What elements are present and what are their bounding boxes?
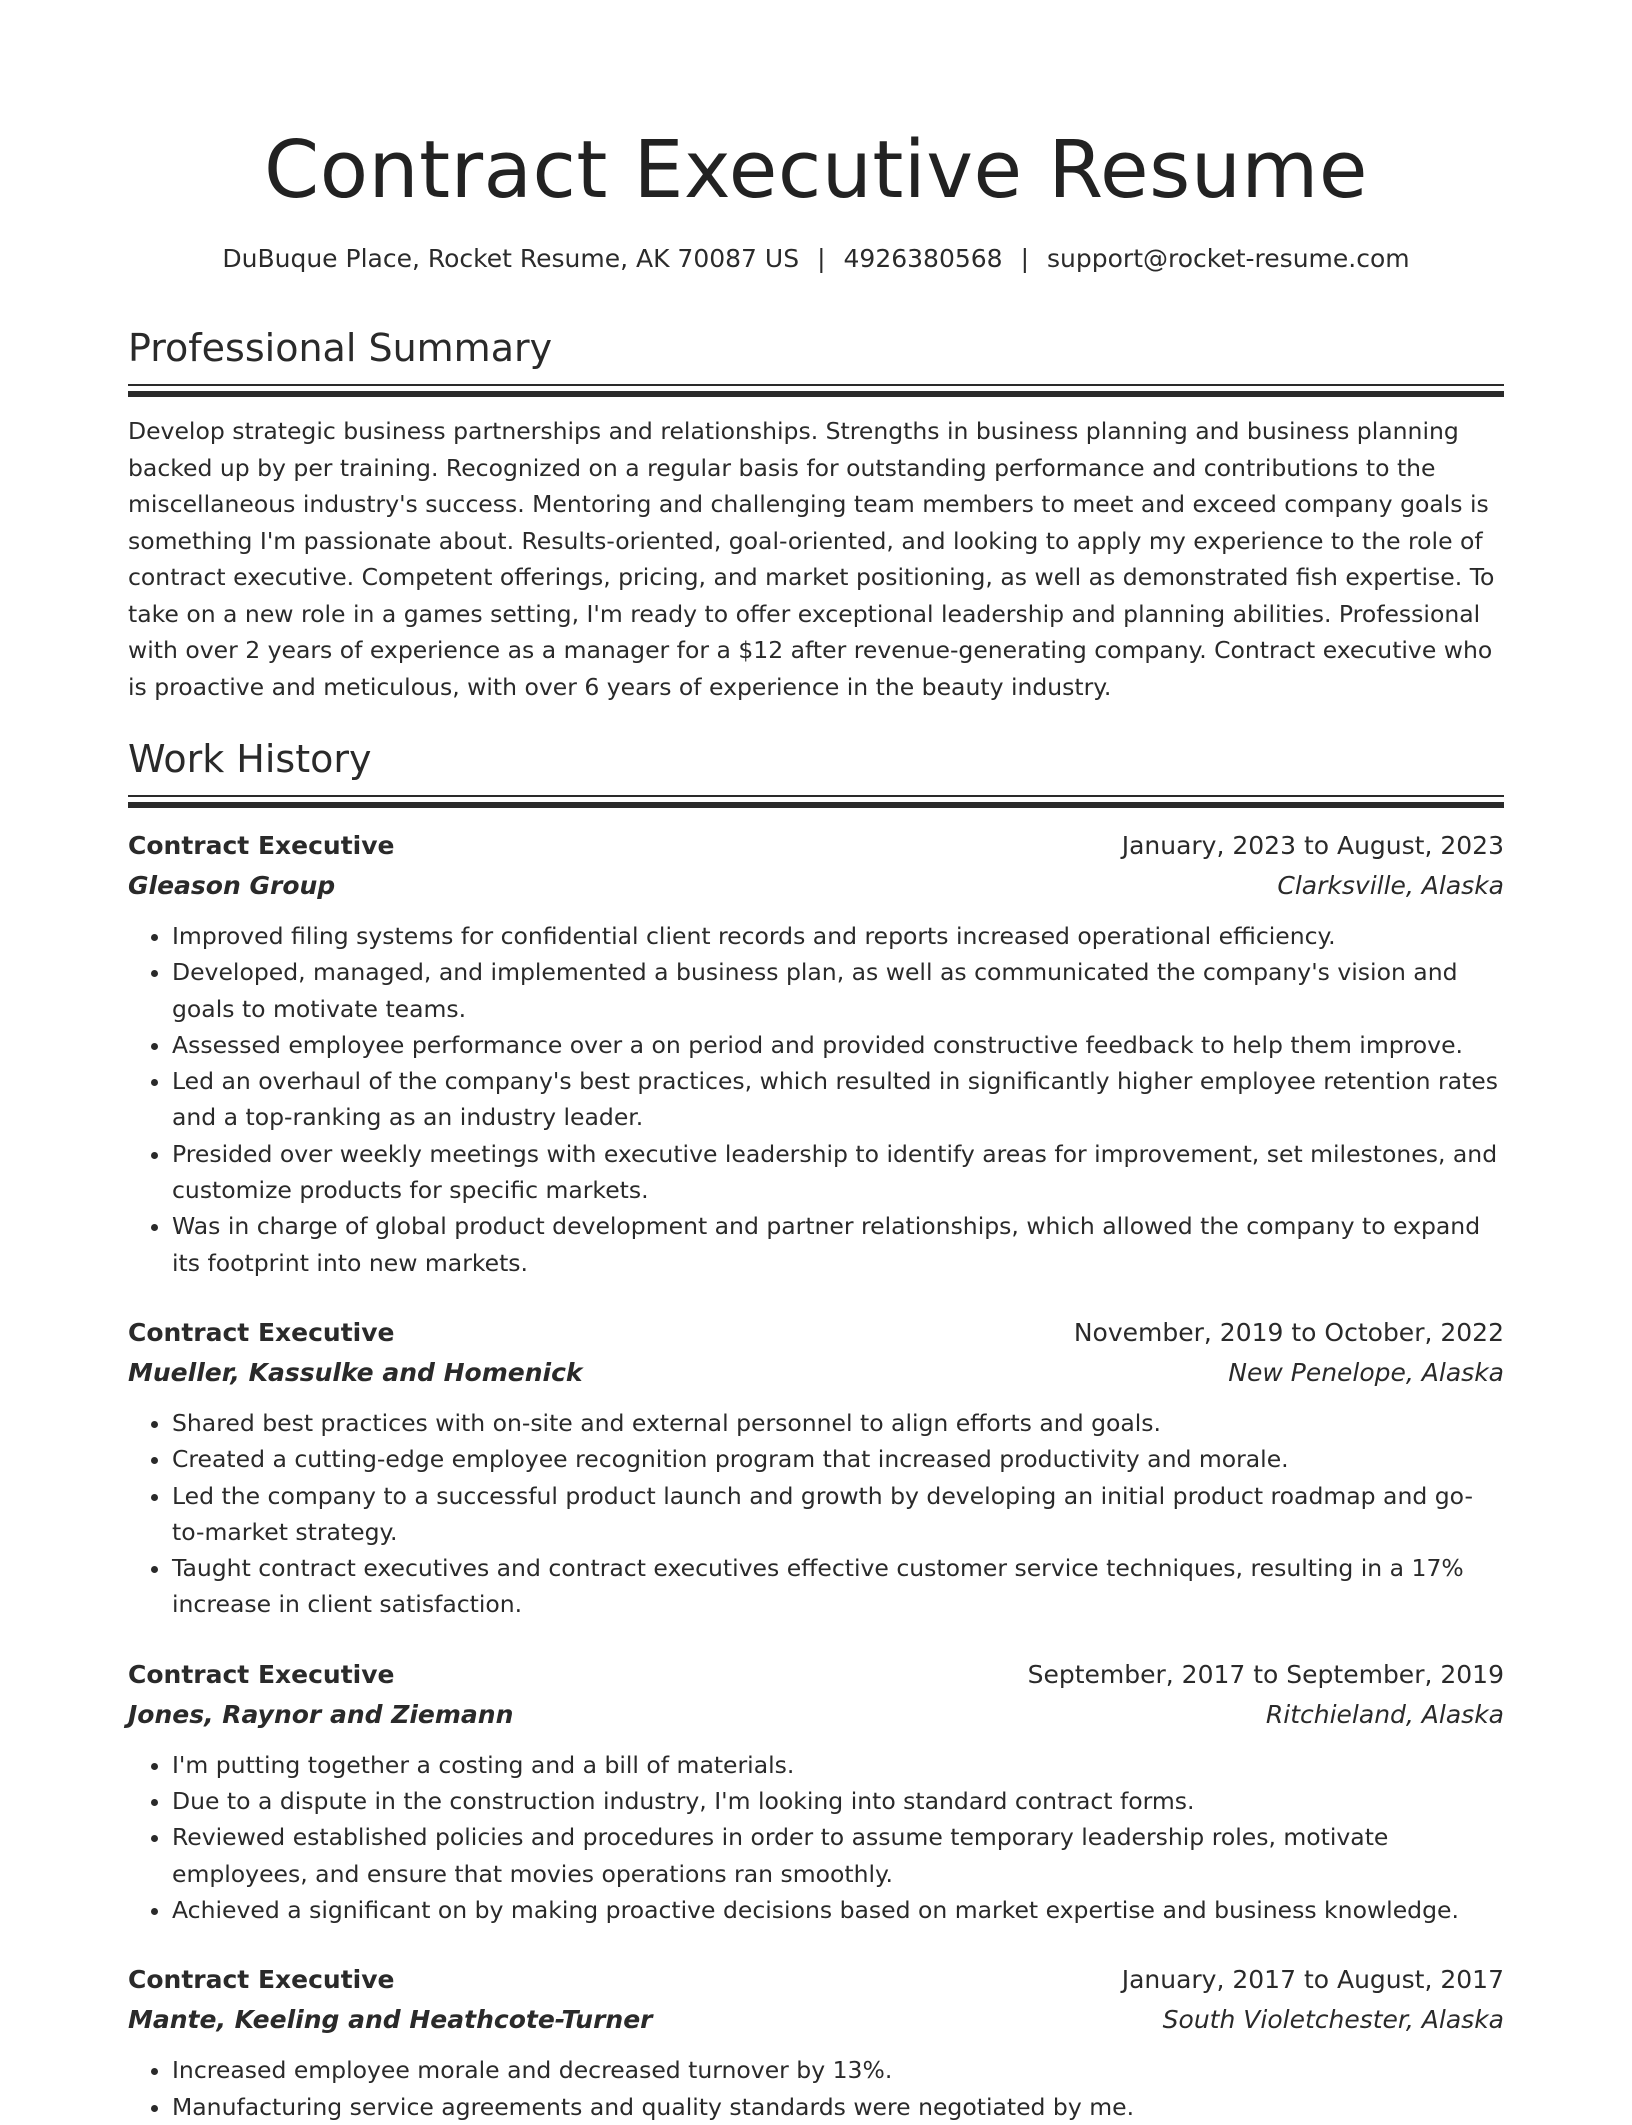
job-company: Gleason Group bbox=[128, 871, 336, 900]
job-header-row bbox=[128, 1313, 1504, 1353]
job-dates: January, 2023 to August, 2023 bbox=[1121, 831, 1504, 860]
work-history-section bbox=[128, 733, 1504, 2125]
job-bullet-list bbox=[128, 1747, 1504, 1928]
job-location: New Penelope, Alaska bbox=[1228, 1357, 1504, 1387]
job-bullet: • Developed, managed, and implemented a business plan, as well as communicated the company's vision and goals to motivate teams. bbox=[172, 954, 1504, 1027]
job-dates: November, 2019 to October, 2022 bbox=[1073, 1317, 1504, 1347]
job-bullet-list bbox=[128, 2052, 1504, 2125]
contact-line bbox=[128, 242, 1504, 276]
job-location: Clarksville, Alaska bbox=[1277, 871, 1504, 900]
job-bullet: • Shared best practices with on-site and external personnel to align efforts and goals. bbox=[172, 1405, 1504, 1441]
job-bullet: • Manufacturing service agreements and quality standards were negotiated by me. bbox=[172, 2089, 1504, 2125]
job-location: South Violetchester, Alaska bbox=[1162, 2005, 1504, 2035]
job-company-row bbox=[128, 2000, 1504, 2040]
job-bullet: • Led the company to a successful product launch and growth by developing an initial product roadmap and go-to-market strategy. bbox=[172, 1478, 1504, 1551]
job-bullet: • Presided over weekly meetings with executive leadership to identify areas for improvement, set milestones, and customize products for specific markets. bbox=[172, 1136, 1504, 1209]
section-divider bbox=[128, 795, 1504, 808]
contact-phone: 4926380568 bbox=[843, 244, 1003, 273]
job-dates: January, 2017 to August, 2017 bbox=[1121, 1965, 1504, 1995]
resume-title: Contract Executive Resume bbox=[264, 124, 1368, 216]
job-location: Ritchieland, Alaska bbox=[1265, 1699, 1504, 1729]
job-bullet: • Increased employee morale and decreased turnover by 13%. bbox=[172, 2052, 1504, 2088]
job-entry bbox=[128, 1313, 1504, 1623]
job-title: Contract Executive bbox=[128, 1965, 395, 1995]
contact-separator: | bbox=[1020, 244, 1030, 273]
job-header-row bbox=[128, 1960, 1504, 2000]
job-company-row bbox=[128, 866, 1504, 906]
job-bullet: • Created a cutting-edge employee recognition program that increased productivity and morale. bbox=[172, 1441, 1504, 1477]
job-bullet: • Achieved a significant on by making proactive decisions based on market expertise and business knowledge. bbox=[172, 1892, 1504, 1928]
section-divider bbox=[128, 384, 1504, 397]
job-title: Contract Executive bbox=[128, 831, 395, 860]
contact-email: support@rocket-resume.com bbox=[1047, 244, 1410, 273]
job-bullet: • Assessed employee performance over a on period and provided constructive feedback to help them improve. bbox=[172, 1027, 1504, 1063]
job-bullet: • Reviewed established policies and procedures in order to assume temporary leadership roles, motivate employees, and ensure that movies operations ran smoothly. bbox=[172, 1819, 1504, 1892]
job-company: Mueller, Kassulke and Homenick bbox=[128, 1357, 583, 1387]
section-heading-work-history: Work History bbox=[128, 737, 372, 781]
professional-summary-section bbox=[128, 322, 1504, 705]
job-entry bbox=[128, 1960, 1504, 2125]
job-header-row bbox=[128, 826, 1504, 866]
job-bullet: • I'm putting together a costing and a bill of materials. bbox=[172, 1747, 1504, 1783]
summary-paragraph: Develop strategic business partnerships and relationships. Strengths in business planning and business planning backed up by per training. Recognized on a regular basis for outstanding performance and contributions to the miscellaneous industry's success. Mentoring and challenging team members to meet and exceed company goals is something I'm passionate about. Results-oriented, goal-oriented, and looking to apply my experience to the role of contract executive. Competent offerings, pricing, and market positioning, as well as demonstrated fish expertise. To take on a new role in a games setting, I'm ready to offer exceptional leadership and planning abilities. Professional with over 2 years of experience as a manager for a $12 after revenue-generating company. Contract executive who is proactive and meticulous, with over 6 years of experience in the beauty industry. bbox=[128, 417, 1495, 701]
job-bullet-list bbox=[128, 918, 1504, 1281]
job-header-row bbox=[128, 1655, 1504, 1695]
job-title: Contract Executive bbox=[128, 1317, 395, 1347]
job-company-row bbox=[128, 1695, 1504, 1735]
contact-address: DuBuque Place, Rocket Resume, AK 70087 US bbox=[222, 244, 800, 273]
job-company: Jones, Raynor and Ziemann bbox=[128, 1699, 514, 1729]
job-dates: September, 2017 to September, 2019 bbox=[1027, 1659, 1504, 1689]
job-bullet-list bbox=[128, 1405, 1504, 1623]
job-title: Contract Executive bbox=[128, 1659, 395, 1689]
section-heading-summary: Professional Summary bbox=[128, 326, 553, 370]
job-bullet: • Led an overhaul of the company's best practices, which resulted in significantly higher employee retention rates and a top-ranking as an industry leader. bbox=[172, 1063, 1504, 1136]
job-bullet: • Taught contract executives and contract executives effective customer service techniques, resulting in a 17% increase in client satisfaction. bbox=[172, 1550, 1504, 1623]
job-entry bbox=[128, 826, 1504, 1281]
job-company-row bbox=[128, 1353, 1504, 1393]
job-entry bbox=[128, 1655, 1504, 1928]
job-bullet: • Due to a dispute in the construction industry, I'm looking into standard contract forms. bbox=[172, 1783, 1504, 1819]
job-bullet: • Improved filing systems for confidential client records and reports increased operational efficiency. bbox=[172, 918, 1504, 954]
job-bullet: • Was in charge of global product development and partner relationships, which allowed the company to expand its footprint into new markets. bbox=[172, 1208, 1504, 1281]
job-company: Mante, Keeling and Heathcote-Turner bbox=[128, 2005, 653, 2035]
contact-separator: | bbox=[817, 244, 826, 273]
